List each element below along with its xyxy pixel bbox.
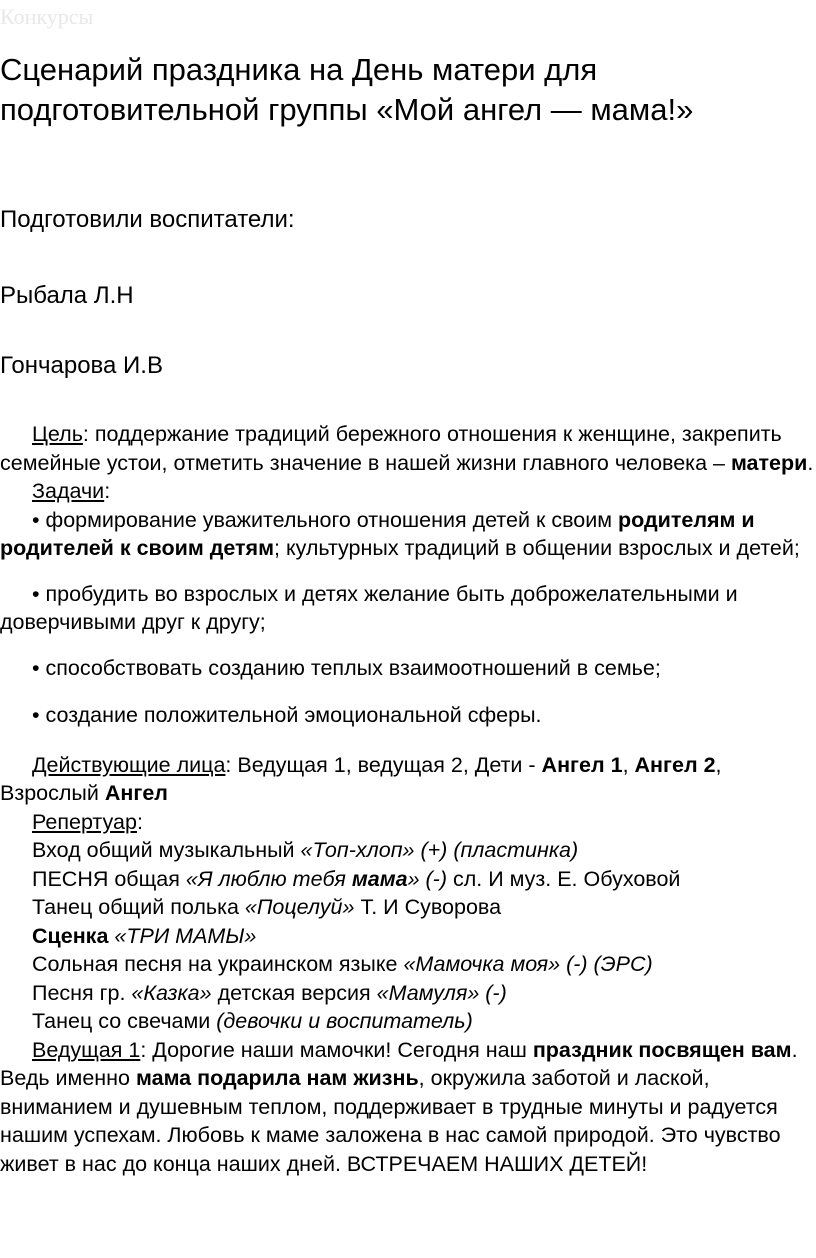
goal-end: . [807,450,814,475]
task-item-1-text: • формирование уважительного отношения детей к своим [32,507,619,532]
author-1: Рыбала Л.Н [0,282,134,309]
task-item-1-end: ; культурных традиций в общении взрослых и детей; [274,536,800,560]
task-item-1-bold: родителям и родителей к своим детям [0,507,755,560]
repertoire-item-2-text: ПЕСНЯ общая [32,866,186,891]
host-1-bold-1: праздник посвящен вам [532,1037,792,1062]
author-2: Гончарова И.В [0,352,163,379]
characters-paragraph [0,751,816,808]
goal-bold: матери [730,450,808,475]
document-body [0,420,816,1178]
characters-comma: , [622,752,635,777]
repertoire-item-6-mid: детская версия [211,980,377,1005]
repertoire-item-6 [0,979,816,1008]
repertoire-item-1-text: Вход общий музыкальный [32,838,301,862]
repertoire-heading [0,808,816,837]
host-1-label: Ведущая 1 [32,1037,141,1062]
page-title: Сценарий праздника на День матери для подготовительной группы «Мой ангел — мама!» [0,52,694,127]
repertoire-item-4 [0,922,816,951]
repertoire-item-2-end: сл. И муз. Е. Обуховой [447,866,681,891]
tasks-colon: : [104,479,111,503]
prepared-by-label: Подготовили воспитатели: [0,206,295,233]
goal-text: : поддержание традиций бережного отношения к женщине, закрепить семейные устои, отметить значение в нашей жизни главного человека – [0,422,782,475]
characters-angel-adult: Ангел [104,781,168,805]
characters-angel-1: Ангел 1 [541,752,623,777]
repertoire-item-3-italic: «Поцелуй» [244,895,355,919]
characters-angel-2: Ангел 2 [634,752,716,777]
repertoire-item-2-italic-1: «Я люблю тебя [185,866,352,891]
repertoire-item-5-italic: «Мамочка моя» (-) (ЭРС) [403,952,653,976]
task-item-3: • способствовать созданию теплых взаимоотношений в семье; [32,655,661,680]
repertoire-item-2-italic-2: » (-) [407,866,447,891]
repertoire-item-7-text: Танец со свечами [32,1009,217,1033]
characters-label: Действующие лица [32,752,226,777]
host-1-text-2: . Ведь именно [0,1037,798,1090]
repertoire-item-5 [0,950,816,979]
repertoire-item-1-italic: «Топ-хлоп» (+) (пластинка) [300,838,579,862]
repertoire-item-3 [0,893,816,922]
tasks-label: Задачи [32,479,105,503]
task-item-2: • пробудить во взрослых и детях желание быть доброжелательными и доверчивыми друг к другу; [0,581,738,634]
host-1-text-1: : Дорогие наши мамочки! Сегодня наш [140,1037,533,1062]
repertoire-item-3-text: Танец общий полька [32,895,245,919]
repertoire-item-2-bold-italic: мама [351,866,408,891]
host-1-text-3: , окружила заботой и лаской, вниманием и душевным теплом, поддерживает в трудные минуты и радуется нашим успехам. Любовь к маме заложена в нас самой природой. Это чувство живет в нас до конца наших дней. ВСТРЕЧАЕМ НАШИХ ДЕТЕЙ! [0,1066,781,1176]
host-1-bold-2: мама подарила нам жизнь [135,1066,419,1090]
repertoire-item-7-italic: (девочки и воспитатель) [216,1009,473,1033]
repertoire-item-7 [0,1007,816,1036]
repertoire-item-1 [0,836,816,865]
repertoire-item-6-text: Песня гр. [32,980,132,1005]
task-item-4: • создание положительной эмоциональной сферы. [32,703,542,727]
repertoire-item-6-italic-2: «Мамуля» (-) [376,980,507,1005]
goal-label: Цель [32,422,83,446]
repertoire-item-4-bold: Сценка [32,923,109,948]
repertoire-item-6-italic-1: «Казка» [131,980,212,1005]
watermark: Конкурсы [0,4,94,29]
task-item-1 [0,506,816,563]
repertoire-colon: : [136,809,143,834]
tasks-heading [0,477,816,506]
repertoire-item-4-italic: «ТРИ МАМЫ» [114,923,257,948]
repertoire-item-2 [0,865,816,894]
characters-text-2: , Взрослый [0,752,722,805]
host-1-paragraph [0,1036,816,1179]
goal-paragraph [0,420,816,477]
repertoire-label: Репертуар [32,809,137,834]
characters-text: : Ведущая 1, ведущая 2, Дети - [225,752,542,777]
repertoire-item-3-end: Т. И Суворова [354,895,502,919]
repertoire-item-5-text: Сольная песня на украинском языке [32,952,404,976]
